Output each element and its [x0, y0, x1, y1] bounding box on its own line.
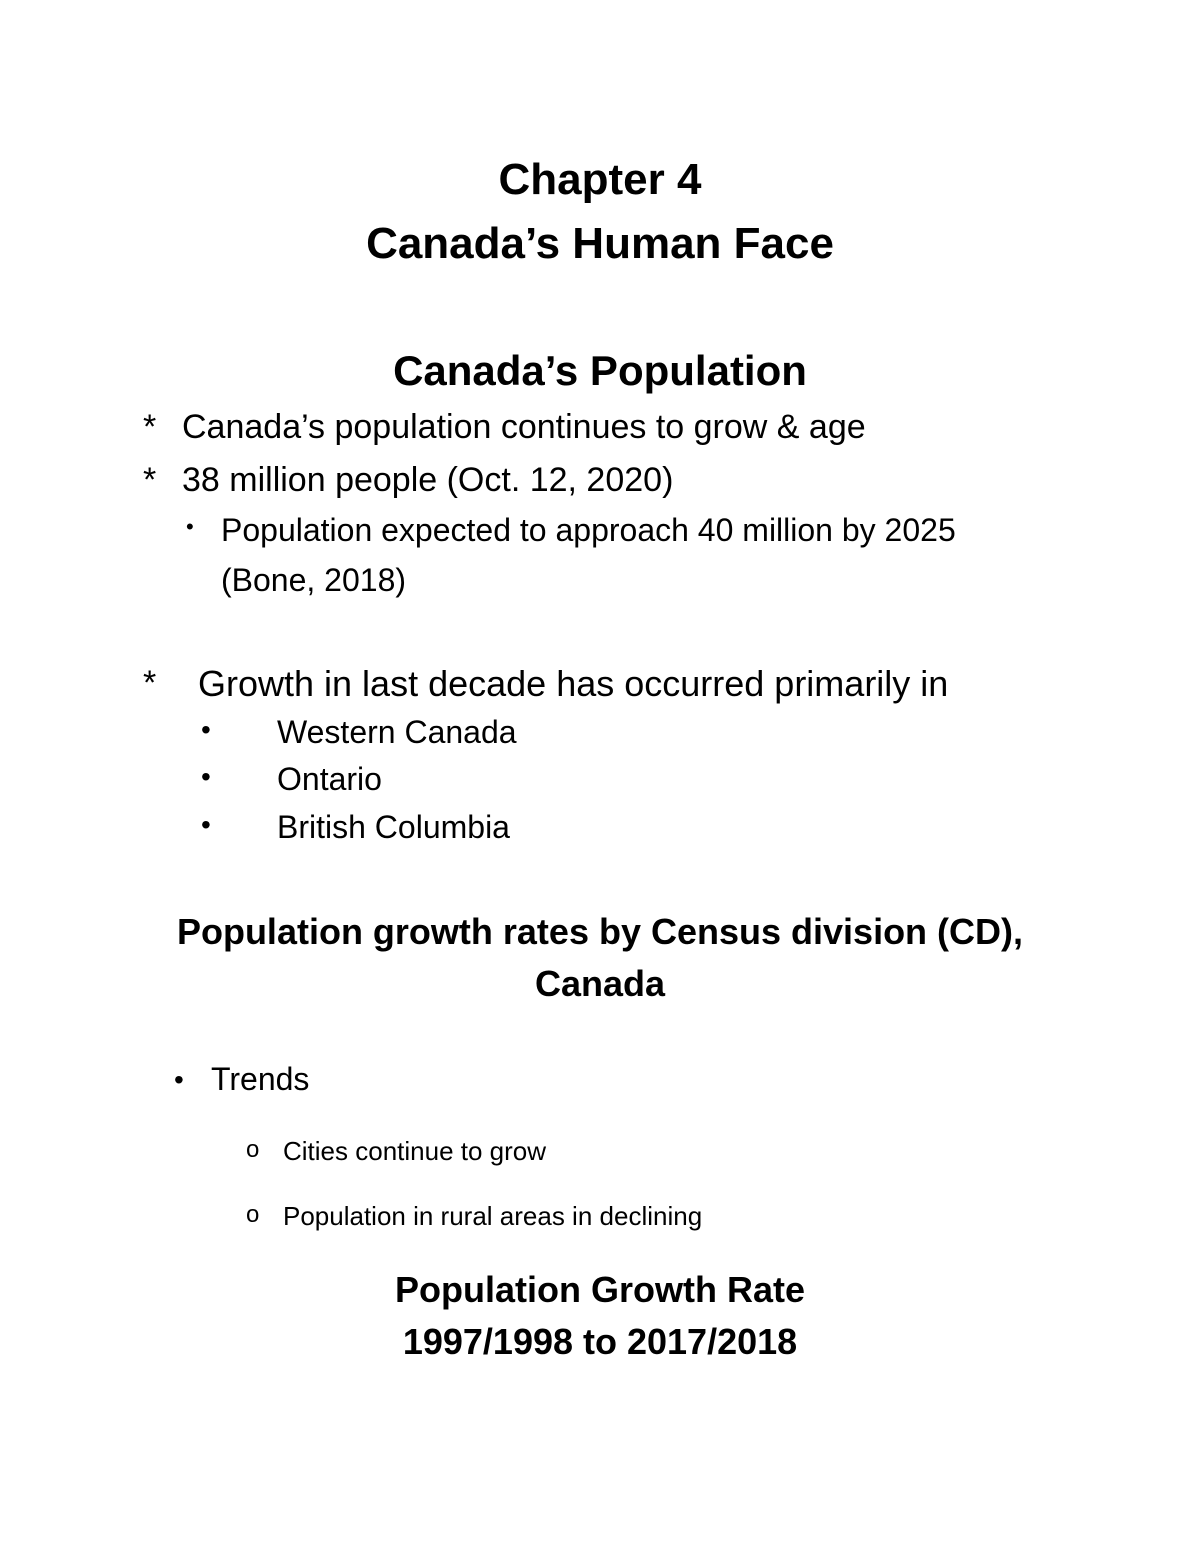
region-bullet: •	[201, 809, 211, 840]
star-bullet: *	[143, 664, 157, 702]
star-bullet: *	[143, 408, 157, 446]
trend-item: Population in rural areas in declining	[283, 1201, 703, 1231]
point-population-growth: Canada’s population continues to grow & age	[182, 408, 866, 446]
star-bullet: *	[143, 461, 157, 499]
trends-label: Trends	[211, 1061, 310, 1097]
growth-rate-heading: Population Growth Rate	[395, 1269, 805, 1310]
chapter-subtitle: Canada’s Human Face	[366, 219, 834, 268]
sub-bullet: •	[186, 514, 194, 539]
region-item: Western Canada	[277, 714, 517, 750]
trends-bullet: •	[174, 1064, 184, 1095]
trend-item: Cities continue to grow	[283, 1136, 547, 1166]
region-bullet: •	[201, 761, 211, 792]
region-bullet: •	[201, 714, 211, 745]
section-heading-population: Canada’s Population	[393, 347, 807, 394]
point-population-count: 38 million people (Oct. 12, 2020)	[182, 461, 674, 499]
census-heading-continued: Canada	[534, 963, 666, 1004]
sub-point-projection: Population expected to approach 40 million by 2025	[221, 512, 956, 548]
point-growth-regions: Growth in last decade has occurred primarily in	[198, 663, 949, 704]
trend-bullet: o	[246, 1201, 260, 1228]
region-item: British Columbia	[277, 809, 510, 845]
trend-bullet: o	[246, 1136, 260, 1163]
census-heading: Population growth rates by Census division (CD),	[176, 911, 1024, 952]
region-item: Ontario	[277, 761, 382, 797]
chapter-title: Chapter 4	[498, 155, 702, 204]
sub-point-citation: (Bone, 2018)	[221, 562, 407, 598]
growth-rate-period: 1997/1998 to 2017/2018	[402, 1321, 798, 1362]
